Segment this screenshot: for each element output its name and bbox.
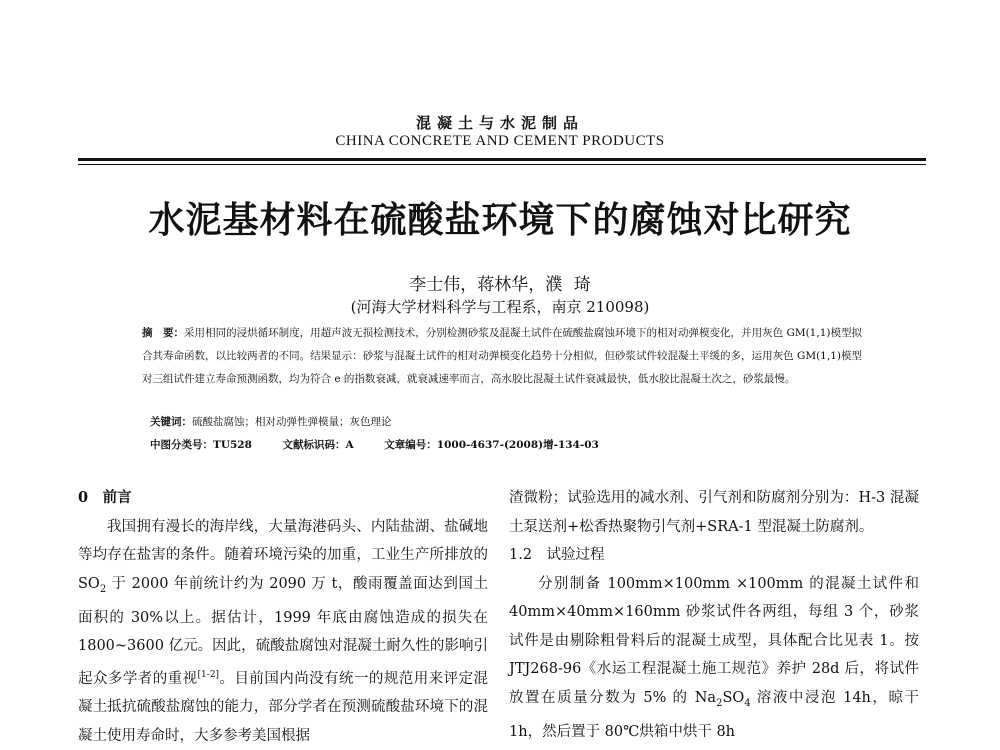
- intro-text-b: 于 2000 年前统计约为 2090 万 t，酸雨覆盖面达到国土面积的 30%以上。据估计，1999 年底由腐蚀造成的损失在 1800~3600 亿元。因此，硫酸盐腐蚀对混凝土耐久性的影响引起众多学者的重视: [78, 576, 488, 687]
- process-subscript-1: 2: [716, 697, 722, 708]
- process-text-b: 溶液中浸泡 14h，晾干 1h，然后置于 80℃烘箱中烘干 8h: [509, 690, 919, 740]
- header-rule-thick: [78, 158, 926, 161]
- paper-title: 水泥基材料在硫酸盐环境下的腐蚀对比研究: [0, 192, 1000, 243]
- intro-text-c: 。目前国内尚没有统一的规范用来评定混凝土抵抗硫酸盐腐蚀的能力，部分学者在预测硫酸盐环境下的混凝土使用寿命时，大多参考美国根据: [78, 671, 488, 744]
- process-text-a: 分别制备 100mm×100mm ×100mm 的混凝土试件和 40mm×40mm×160mm 砂浆试件各两组，每组 3 个，砂浆试件是由剔除粗骨料后的混凝土成型，具体配合比见表 1。按 JTJ268-96《水运工程混凝土施工规范》养护 28d 后，将试件放置在质量分数为 5% 的 Na: [509, 576, 919, 706]
- section-heading-intro: 0 前言: [78, 484, 488, 513]
- paper-affiliation: (河海大学材料科学与工程系，南京 210098): [0, 296, 1000, 317]
- section-heading-process: 1.2 试验过程: [509, 541, 919, 570]
- keywords: [150, 414, 870, 429]
- intro-subscript: 2: [100, 583, 106, 594]
- materials-paragraph: 渣微粉；试验选用的减水剂、引气剂和防腐剂分别为：H-3 混凝土泵送剂+松香热聚物引气剂+SRA-1 型混凝土防腐剂。: [509, 484, 919, 541]
- classification-line: [150, 437, 870, 452]
- process-subscript-2: 4: [744, 697, 750, 708]
- journal-name-en: CHINA CONCRETE AND CEMENT PRODUCTS: [0, 133, 1000, 150]
- keywords-label: 关键词：: [150, 416, 192, 428]
- header-rule-thin: [78, 164, 926, 165]
- intro-paragraph: [78, 513, 488, 750]
- intro-text-a: 我国拥有漫长的海岸线，大量海港码头、内陆盐湖、盐碱地等均存在盐害的条件。随着环境污染的加重，工业生产所排放的 SO: [78, 519, 488, 592]
- abstract-text: 采用相同的浸烘循环制度，用超声波无损检测技术，分别检测砂浆及混凝土试件在硫酸盐腐蚀环境下的相对动弹模变化，并用灰色 GM(1,1)模型拟合其寿命函数，以比较两者的不同。结果显示：砂浆与混凝土试件的相对动弹模变化趋势十分相似，但砂浆试件较混凝土平缓的多，运用灰色 GM(1,1)模型对三组试件建立寿命预测函数，均为符合 e 的指数衰减，就衰减速率而言，高水胶比混凝土试件衰减最快，低水胶比混凝土次之，砂浆最慢。: [142, 327, 862, 385]
- body-column-right: [509, 484, 919, 746]
- body-column-left: [78, 484, 488, 750]
- process-text-mid: SO: [722, 690, 744, 706]
- journal-name-cn: 混凝土与水泥制品: [0, 112, 1000, 133]
- abstract-label: 摘 要：: [142, 327, 184, 339]
- citation-ref: [1-2]: [198, 670, 220, 680]
- process-paragraph: [509, 570, 919, 747]
- article-number: 文章编号：1000-4637-(2008)增-134-03: [384, 439, 599, 451]
- clc-number: 中图分类号：TU528: [150, 439, 252, 451]
- abstract: [142, 322, 862, 391]
- keywords-text: 硫酸盐腐蚀；相对动弹性弹模量；灰色理论: [192, 416, 392, 428]
- paper-authors: 李士伟，蒋林华，濮 琦: [0, 270, 1000, 295]
- document-code: 文献标识码：A: [283, 439, 354, 451]
